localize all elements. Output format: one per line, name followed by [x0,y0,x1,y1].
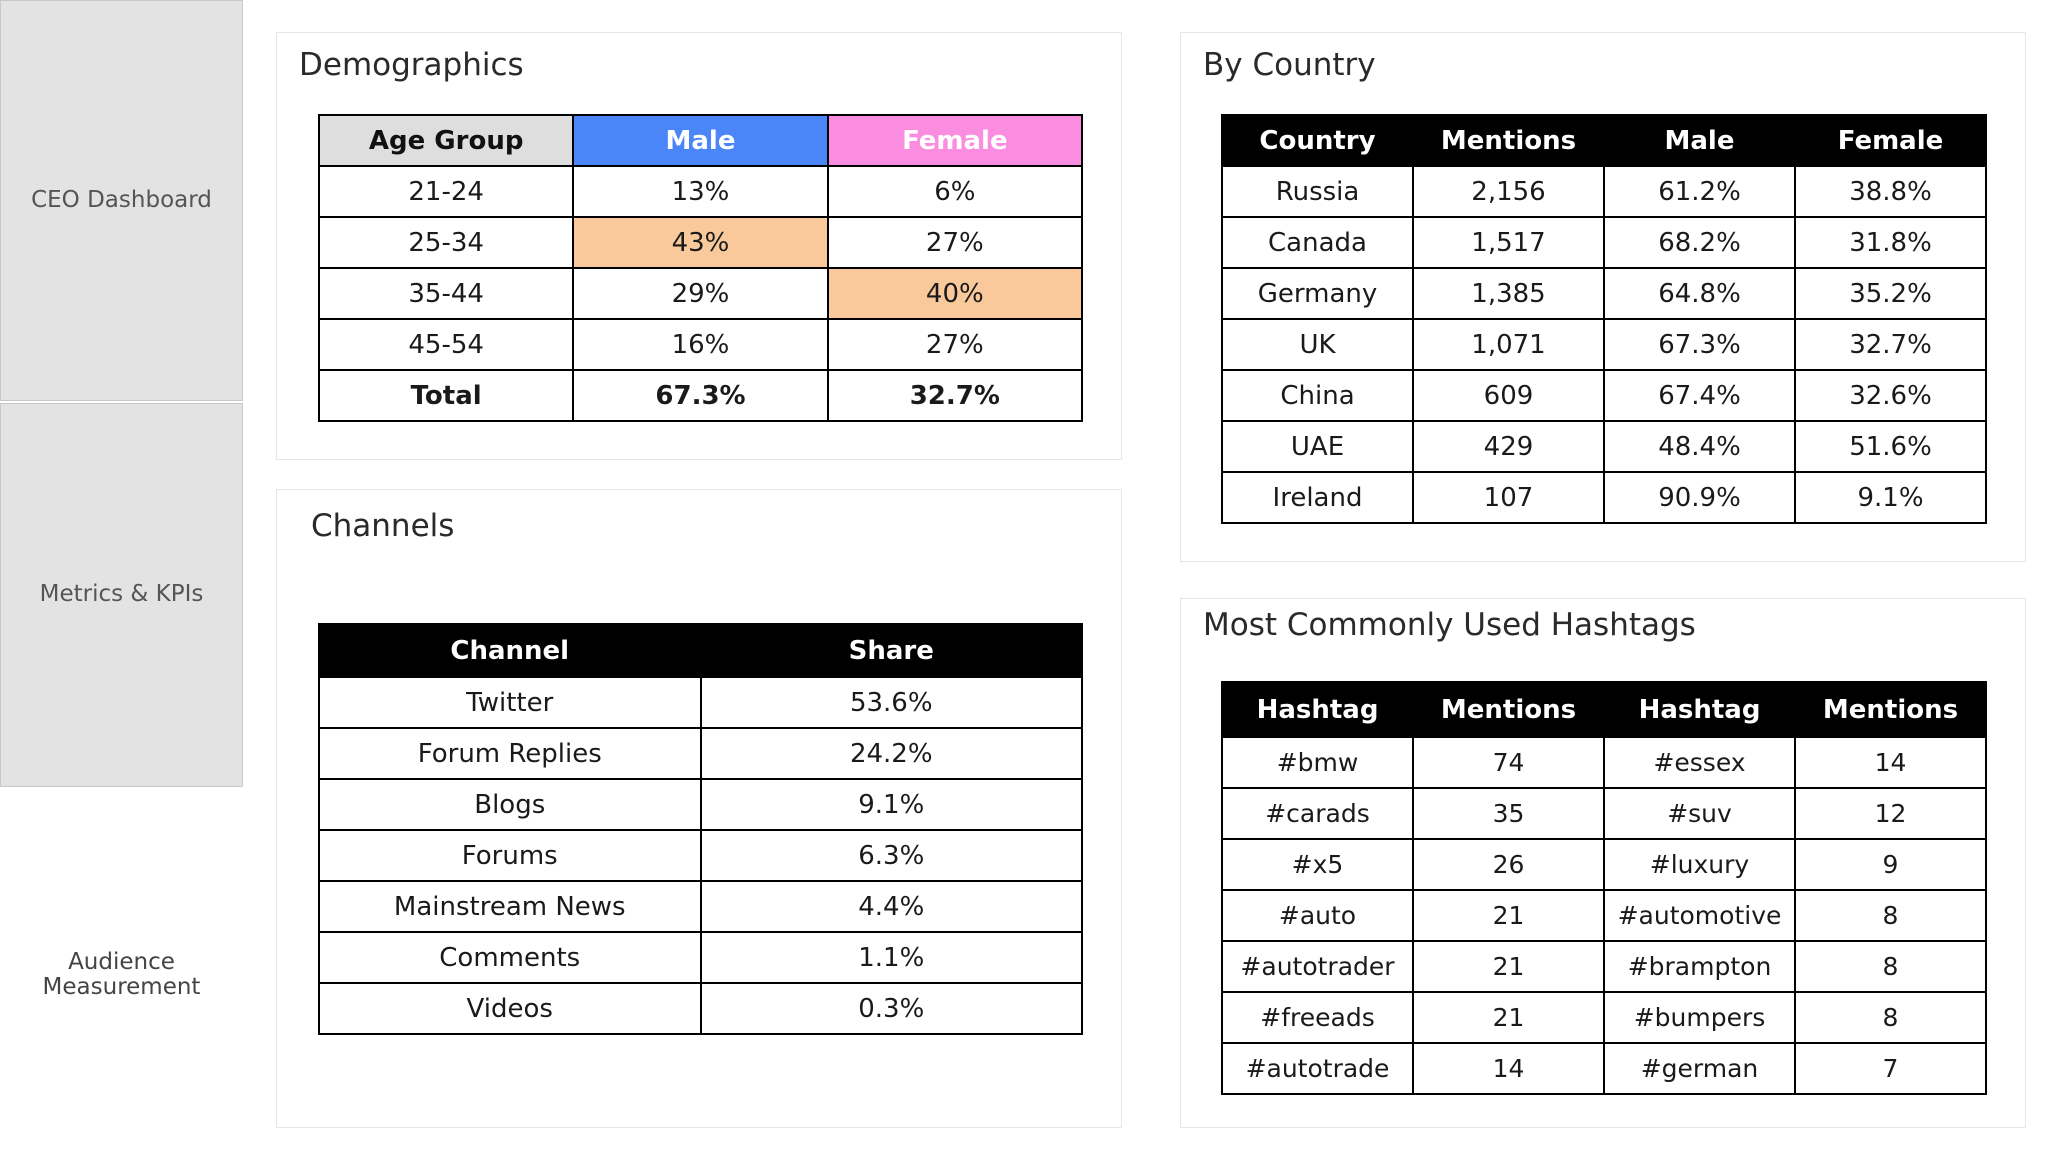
table-cell: Twitter [319,677,701,728]
table-cell: Total [319,370,573,421]
table-cell: 14 [1795,737,1986,788]
table-cell: 74 [1413,737,1604,788]
header-share: Share [701,624,1083,677]
table-cell: 12 [1795,788,1986,839]
table-cell: 67.4% [1604,370,1795,421]
by-country-panel [1180,32,2026,562]
table-cell: 6.3% [701,830,1083,881]
sidebar-item-label: CEO Dashboard [31,186,212,213]
table-cell: #carads [1222,788,1413,839]
table-cell: Ireland [1222,472,1413,523]
header-age-group: Age Group [319,115,573,166]
header-male: Male [573,115,827,166]
hashtags-panel [1180,598,2026,1128]
table-row [319,779,1082,830]
table-cell: UK [1222,319,1413,370]
sidebar-item-audience-measurement[interactable] [0,905,243,1045]
table-row [1222,737,1986,788]
table-cell: 27% [828,319,1082,370]
table-row [319,677,1082,728]
table-cell: 21 [1413,890,1604,941]
header-mentions: Mentions [1413,682,1604,737]
table-row [319,881,1082,932]
table-cell: 64.8% [1604,268,1795,319]
header-male: Male [1604,115,1795,166]
table-header-row [1222,682,1986,737]
table-row [1222,166,1986,217]
table-cell: 48.4% [1604,421,1795,472]
sidebar-item-label: Audience Measurement [42,948,201,1000]
table-cell: #automotive [1604,890,1795,941]
table-cell: 21-24 [319,166,573,217]
header-female: Female [828,115,1082,166]
table-cell: 25-34 [319,217,573,268]
hashtags-title: Most Commonly Used Hashtags [1203,607,1696,643]
table-cell: China [1222,370,1413,421]
table-cell: 68.2% [1604,217,1795,268]
table-row [319,983,1082,1034]
table-row [1222,788,1986,839]
table-cell: Videos [319,983,701,1034]
demographics-title: Demographics [299,47,524,83]
table-cell: #essex [1604,737,1795,788]
table-cell: 1,071 [1413,319,1604,370]
table-cell: Blogs [319,779,701,830]
table-cell: 8 [1795,992,1986,1043]
table-cell: Russia [1222,166,1413,217]
table-row [1222,839,1986,890]
by-country-title: By Country [1203,47,1376,83]
table-cell: 107 [1413,472,1604,523]
table-cell: 38.8% [1795,166,1986,217]
table-cell: 609 [1413,370,1604,421]
table-cell: Forums [319,830,701,881]
table-cell: Comments [319,932,701,983]
table-cell: 29% [573,268,827,319]
table-row [1222,472,1986,523]
header-mentions: Mentions [1413,115,1604,166]
table-row [319,932,1082,983]
table-cell: 32.6% [1795,370,1986,421]
header-hashtag: Hashtag [1222,682,1413,737]
table-row [319,166,1082,217]
table-cell: 1,385 [1413,268,1604,319]
table-row [1222,268,1986,319]
table-cell: 35.2% [1795,268,1986,319]
table-cell: UAE [1222,421,1413,472]
table-cell: 2,156 [1413,166,1604,217]
table-cell: 21 [1413,992,1604,1043]
table-cell: 24.2% [701,728,1083,779]
table-row [319,217,1082,268]
table-cell: #luxury [1604,839,1795,890]
by-country-table [1221,114,1987,524]
table-row [1222,421,1986,472]
table-row [1222,1043,1986,1094]
table-cell: Canada [1222,217,1413,268]
sidebar-item-label: Metrics & KPIs [39,581,204,608]
table-cell: #x5 [1222,839,1413,890]
table-header-row [319,624,1082,677]
table-cell: 21 [1413,941,1604,992]
demographics-table [318,114,1083,422]
table-cell: 53.6% [701,677,1083,728]
table-cell: 27% [828,217,1082,268]
table-cell: 35 [1413,788,1604,839]
channels-table [318,623,1083,1035]
header-mentions: Mentions [1795,682,1986,737]
table-cell: 67.3% [1604,319,1795,370]
table-cell: 1,517 [1413,217,1604,268]
table-row [1222,941,1986,992]
table-row [1222,890,1986,941]
table-cell: #autotrade [1222,1043,1413,1094]
table-row [319,728,1082,779]
table-cell-highlighted: 43% [573,217,827,268]
table-cell: 7 [1795,1043,1986,1094]
table-row [319,268,1082,319]
channels-panel [276,489,1122,1128]
table-cell: 14 [1413,1043,1604,1094]
channels-title: Channels [311,508,455,544]
table-cell: 31.8% [1795,217,1986,268]
table-cell: 26 [1413,839,1604,890]
table-row [319,319,1082,370]
table-cell: 16% [573,319,827,370]
table-cell: 8 [1795,941,1986,992]
table-cell-highlighted: 40% [828,268,1082,319]
table-cell: 32.7% [828,370,1082,421]
table-cell: Mainstream News [319,881,701,932]
table-header-row [319,115,1082,166]
table-cell: #brampton [1604,941,1795,992]
table-cell: 1.1% [701,932,1083,983]
hashtags-table [1221,681,1987,1095]
header-hashtag: Hashtag [1604,682,1795,737]
header-country: Country [1222,115,1413,166]
table-cell: 13% [573,166,827,217]
table-cell: 4.4% [701,881,1083,932]
sidebar-item-metrics-kpis[interactable] [0,403,243,787]
demographics-panel [276,32,1122,460]
table-cell: #suv [1604,788,1795,839]
table-cell: 9.1% [1795,472,1986,523]
table-row [1222,992,1986,1043]
table-cell: 8 [1795,890,1986,941]
table-cell: #autotrader [1222,941,1413,992]
header-channel: Channel [319,624,701,677]
table-cell: #auto [1222,890,1413,941]
table-cell: 9 [1795,839,1986,890]
table-cell: 61.2% [1604,166,1795,217]
table-cell: #german [1604,1043,1795,1094]
table-cell: 90.9% [1604,472,1795,523]
total-row [319,370,1082,421]
table-cell: 67.3% [573,370,827,421]
table-cell: 429 [1413,421,1604,472]
table-cell: Forum Replies [319,728,701,779]
table-cell: #bmw [1222,737,1413,788]
table-row [1222,370,1986,421]
sidebar-item-ceo-dashboard[interactable] [0,0,243,401]
table-cell: 32.7% [1795,319,1986,370]
table-cell: Germany [1222,268,1413,319]
table-cell: 6% [828,166,1082,217]
table-cell: 9.1% [701,779,1083,830]
table-row [319,830,1082,881]
table-row [1222,217,1986,268]
table-cell: 35-44 [319,268,573,319]
table-row [1222,319,1986,370]
table-header-row [1222,115,1986,166]
table-cell: 45-54 [319,319,573,370]
table-cell: #bumpers [1604,992,1795,1043]
table-cell: 0.3% [701,983,1083,1034]
header-female: Female [1795,115,1986,166]
table-cell: 51.6% [1795,421,1986,472]
table-cell: #freeads [1222,992,1413,1043]
